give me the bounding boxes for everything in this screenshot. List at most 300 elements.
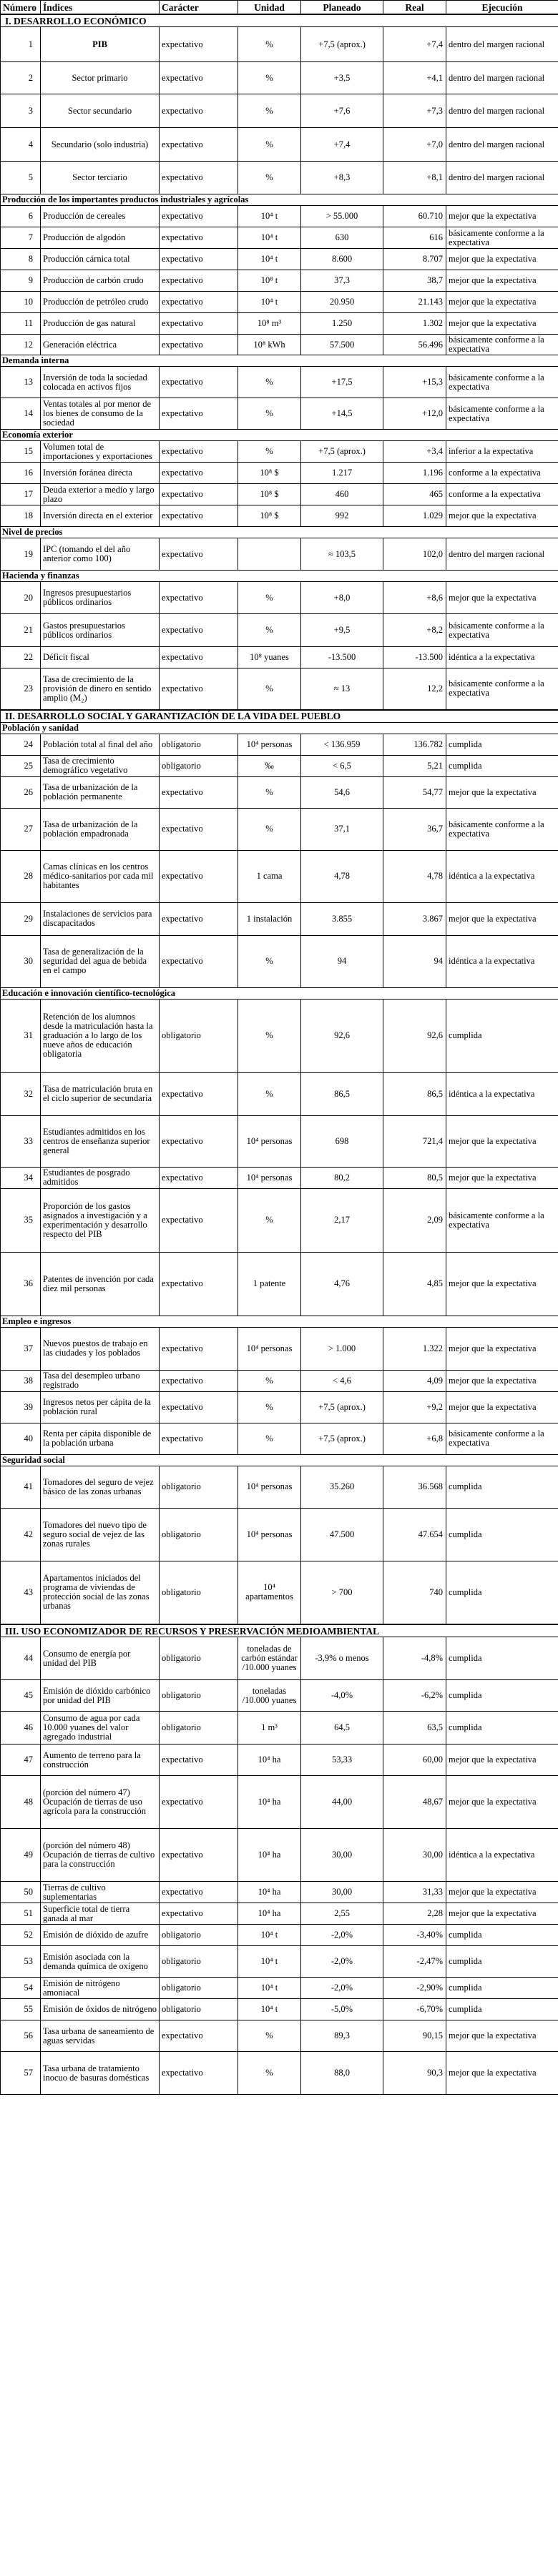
row-unidad: % bbox=[238, 62, 301, 94]
row-number: 1 bbox=[1, 27, 41, 62]
table-row bbox=[1, 1188, 558, 1252]
row-planeado: 460 bbox=[301, 484, 383, 505]
row-ejecucion: idéntica a la expectativa bbox=[446, 647, 558, 668]
section-title: III. USO ECONOMIZADOR DE RECURSOS Y PRESERVACIÓN MEDIOAMBIENTAL bbox=[1, 1624, 558, 1637]
row-planeado: -3,9% o menos bbox=[301, 1637, 383, 1680]
row-ejecucion: cumplida bbox=[446, 1466, 558, 1508]
row-ejecucion: dentro del margen racional bbox=[446, 94, 558, 128]
row-ejecucion: básicamente conforme a la expectativa bbox=[446, 227, 558, 249]
row-planeado: -2,0% bbox=[301, 1925, 383, 1946]
row-index: Población total al final del año bbox=[41, 734, 160, 755]
row-index: Proporción de los gastos asignados a investigación y a experimentación y desarrollo respecto del PIB bbox=[41, 1188, 160, 1252]
row-number: 19 bbox=[1, 538, 41, 571]
table-row bbox=[1, 1745, 558, 1776]
table-row bbox=[1, 463, 558, 484]
row-ejecucion: cumplida bbox=[446, 1712, 558, 1745]
row-index: Instalaciones de servicios para discapacitados bbox=[41, 902, 160, 935]
row-real: -6,70% bbox=[383, 1999, 446, 2020]
row-real: -4,8% bbox=[383, 1637, 446, 1680]
row-unidad: 10⁴ personas bbox=[238, 734, 301, 755]
row-number: 39 bbox=[1, 1391, 41, 1423]
row-caracter: obligatorio bbox=[160, 755, 238, 776]
row-caracter: expectativo bbox=[160, 62, 238, 94]
table-row bbox=[1, 647, 558, 668]
row-ejecucion: básicamente conforme a la expectativa bbox=[446, 398, 558, 430]
row-planeado: +7,5 (aprox.) bbox=[301, 1423, 383, 1454]
table-row bbox=[1, 1999, 558, 2020]
row-ejecucion: mejor que la expectativa bbox=[446, 2020, 558, 2052]
row-number: 21 bbox=[1, 614, 41, 647]
row-unidad: 10⁴ ha bbox=[238, 1829, 301, 1882]
row-index: Gastos presupuestarios públicos ordinarios bbox=[41, 614, 160, 647]
table-row bbox=[1, 227, 558, 249]
subsection-header-row bbox=[1, 527, 558, 538]
row-index: Volumen total de importaciones y exportaciones bbox=[41, 441, 160, 463]
row-number: 6 bbox=[1, 206, 41, 227]
header-caracter: Carácter bbox=[160, 1, 238, 15]
row-number: 15 bbox=[1, 441, 41, 463]
row-caracter: obligatorio bbox=[160, 1946, 238, 1978]
row-index: Tierras de cultivo suplementarias bbox=[41, 1882, 160, 1903]
row-index: Tomadores del nuevo tipo de seguro social de vejez de las zonas rurales bbox=[41, 1508, 160, 1561]
row-index: Emisión de nitrógeno amoniacal bbox=[41, 1978, 160, 1999]
header-indices: Índices bbox=[41, 1, 160, 15]
row-planeado: +3,5 bbox=[301, 62, 383, 94]
row-real: +6,8 bbox=[383, 1423, 446, 1454]
row-index: Ventas totales al por menor de los bienes de consumo de la sociedad bbox=[41, 398, 160, 430]
row-index: Aumento de terreno para la construcción bbox=[41, 1745, 160, 1776]
row-index: IPC (tomando el del año anterior como 100) bbox=[41, 538, 160, 571]
row-index: Producción de petróleo crudo bbox=[41, 292, 160, 313]
row-ejecucion: mejor que la expectativa bbox=[446, 292, 558, 313]
row-ejecucion: mejor que la expectativa bbox=[446, 1903, 558, 1925]
row-ejecucion: inferior a la expectativa bbox=[446, 441, 558, 463]
row-ejecucion: mejor que la expectativa bbox=[446, 1252, 558, 1316]
row-unidad: toneladas /10.000 yuanes bbox=[238, 1680, 301, 1712]
table-row bbox=[1, 1167, 558, 1188]
row-ejecucion: mejor que la expectativa bbox=[446, 1391, 558, 1423]
table-row bbox=[1, 1072, 558, 1115]
table-row bbox=[1, 162, 558, 194]
row-ejecucion: básicamente conforme a la expectativa bbox=[446, 367, 558, 398]
row-real: 63,5 bbox=[383, 1712, 446, 1745]
table-row bbox=[1, 1637, 558, 1680]
table-row bbox=[1, 62, 558, 94]
row-index: Deuda exterior a medio y largo plazo bbox=[41, 484, 160, 505]
row-ejecucion: básicamente conforme a la expectativa bbox=[446, 1188, 558, 1252]
row-index: Ingresos netos per cápita de la población rural bbox=[41, 1391, 160, 1423]
row-number: 28 bbox=[1, 850, 41, 902]
row-unidad: % bbox=[238, 2020, 301, 2052]
row-unidad: 1 instalación bbox=[238, 902, 301, 935]
row-real: +12,0 bbox=[383, 398, 446, 430]
row-caracter: expectativo bbox=[160, 1072, 238, 1115]
row-unidad: 1 patente bbox=[238, 1252, 301, 1316]
row-planeado: +14,5 bbox=[301, 398, 383, 430]
row-unidad: 10⁴ t bbox=[238, 227, 301, 249]
row-caracter: expectativo bbox=[160, 776, 238, 808]
subsection-title: Hacienda y finanzas bbox=[1, 571, 558, 582]
row-unidad: 10⁴ t bbox=[238, 1946, 301, 1978]
row-unidad: % bbox=[238, 1423, 301, 1454]
table-row bbox=[1, 335, 558, 355]
subsection-title: Empleo e ingresos bbox=[1, 1316, 558, 1327]
row-caracter: expectativo bbox=[160, 1423, 238, 1454]
row-caracter: expectativo bbox=[160, 27, 238, 62]
row-unidad: % bbox=[238, 582, 301, 614]
row-caracter: expectativo bbox=[160, 1391, 238, 1423]
subsection-title: Demanda interna bbox=[1, 355, 558, 367]
table-row bbox=[1, 538, 558, 571]
row-unidad: 10⁴ t bbox=[238, 249, 301, 270]
row-planeado: 20.950 bbox=[301, 292, 383, 313]
row-ejecucion: cumplida bbox=[446, 755, 558, 776]
subsection-title: Educación e innovación científico-tecnológica bbox=[1, 987, 558, 999]
row-caracter: expectativo bbox=[160, 292, 238, 313]
subsection-header-row bbox=[1, 430, 558, 441]
table-row bbox=[1, 505, 558, 527]
table-row bbox=[1, 850, 558, 902]
table-row bbox=[1, 292, 558, 313]
row-unidad: % bbox=[238, 668, 301, 710]
row-number: 27 bbox=[1, 808, 41, 850]
subsection-header-row bbox=[1, 987, 558, 999]
row-number: 25 bbox=[1, 755, 41, 776]
row-caracter: expectativo bbox=[160, 1882, 238, 1903]
row-caracter: expectativo bbox=[160, 249, 238, 270]
row-planeado: > 700 bbox=[301, 1561, 383, 1624]
row-caracter: expectativo bbox=[160, 484, 238, 505]
row-real: 2,28 bbox=[383, 1903, 446, 1925]
row-index: Superficie total de tierra ganada al mar bbox=[41, 1903, 160, 1925]
row-number: 31 bbox=[1, 999, 41, 1072]
row-real: 60,00 bbox=[383, 1745, 446, 1776]
row-planeado: < 4,6 bbox=[301, 1370, 383, 1391]
row-real: 2,09 bbox=[383, 1188, 446, 1252]
row-unidad: 10⁸ t bbox=[238, 270, 301, 292]
row-ejecucion: mejor que la expectativa bbox=[446, 249, 558, 270]
row-index: Tomadores del seguro de vejez básico de las zonas urbanas bbox=[41, 1466, 160, 1508]
row-caracter: obligatorio bbox=[160, 1466, 238, 1508]
row-caracter: expectativo bbox=[160, 1327, 238, 1370]
row-unidad: % bbox=[238, 94, 301, 128]
row-number: 56 bbox=[1, 2020, 41, 2052]
row-number: 20 bbox=[1, 582, 41, 614]
row-ejecucion: conforme a la expectativa bbox=[446, 484, 558, 505]
row-caracter: expectativo bbox=[160, 582, 238, 614]
row-caracter: obligatorio bbox=[160, 1999, 238, 2020]
row-ejecucion: cumplida bbox=[446, 1508, 558, 1561]
row-number: 53 bbox=[1, 1946, 41, 1978]
row-number: 23 bbox=[1, 668, 41, 710]
row-real: +3,4 bbox=[383, 441, 446, 463]
row-index: Inversión directa en el exterior bbox=[41, 505, 160, 527]
row-number: 44 bbox=[1, 1637, 41, 1680]
table-row bbox=[1, 999, 558, 1072]
table-row bbox=[1, 1391, 558, 1423]
table-row bbox=[1, 734, 558, 755]
row-real: 1.029 bbox=[383, 505, 446, 527]
row-index: Tasa de urbanización de la población permanente bbox=[41, 776, 160, 808]
row-index: Sector primario bbox=[41, 62, 160, 94]
row-index: Nuevos puestos de trabajo en las ciudades y los poblados bbox=[41, 1327, 160, 1370]
row-caracter: obligatorio bbox=[160, 999, 238, 1072]
row-number: 34 bbox=[1, 1167, 41, 1188]
row-real: -2,90% bbox=[383, 1978, 446, 1999]
row-caracter: obligatorio bbox=[160, 1712, 238, 1745]
header-unidad: Unidad bbox=[238, 1, 301, 15]
row-ejecucion: básicamente conforme a la expectativa bbox=[446, 1423, 558, 1454]
row-number: 14 bbox=[1, 398, 41, 430]
row-ejecucion: idéntica a la expectativa bbox=[446, 935, 558, 987]
row-ejecucion: básicamente conforme a la expectativa bbox=[446, 335, 558, 355]
row-caracter: expectativo bbox=[160, 1115, 238, 1167]
subsection-header-row bbox=[1, 194, 558, 206]
row-real: 1.196 bbox=[383, 463, 446, 484]
row-planeado: 4,78 bbox=[301, 850, 383, 902]
row-unidad: ‰ bbox=[238, 755, 301, 776]
row-index: Estudiantes de posgrado admitidos bbox=[41, 1167, 160, 1188]
row-planeado: -13.500 bbox=[301, 647, 383, 668]
row-caracter: expectativo bbox=[160, 162, 238, 194]
row-number: 51 bbox=[1, 1903, 41, 1925]
row-real: 54,77 bbox=[383, 776, 446, 808]
table-row bbox=[1, 206, 558, 227]
row-real: -13.500 bbox=[383, 647, 446, 668]
row-unidad: % bbox=[238, 2052, 301, 2095]
table-row bbox=[1, 270, 558, 292]
row-number: 22 bbox=[1, 647, 41, 668]
row-ejecucion: mejor que la expectativa bbox=[446, 313, 558, 335]
row-index: Emisión de dióxido de azufre bbox=[41, 1925, 160, 1946]
row-real: 721,4 bbox=[383, 1115, 446, 1167]
row-real: 1.322 bbox=[383, 1327, 446, 1370]
row-real: 36,7 bbox=[383, 808, 446, 850]
subsection-header-row bbox=[1, 355, 558, 367]
row-ejecucion: cumplida bbox=[446, 1680, 558, 1712]
table-row bbox=[1, 128, 558, 162]
row-index: Emisión asociada con la demanda química de oxígeno bbox=[41, 1946, 160, 1978]
row-ejecucion: mejor que la expectativa bbox=[446, 1370, 558, 1391]
row-real: 86,5 bbox=[383, 1072, 446, 1115]
row-index: Tasa de matriculación bruta en el ciclo superior de secundaria bbox=[41, 1072, 160, 1115]
row-caracter: expectativo bbox=[160, 398, 238, 430]
row-planeado: > 1.000 bbox=[301, 1327, 383, 1370]
row-index: Tasa de urbanización de la población empadronada bbox=[41, 808, 160, 850]
row-number: 52 bbox=[1, 1925, 41, 1946]
row-unidad: % bbox=[238, 999, 301, 1072]
row-unidad: 10⁸ yuanes bbox=[238, 647, 301, 668]
row-real: +7,4 bbox=[383, 27, 446, 62]
row-number: 42 bbox=[1, 1508, 41, 1561]
row-ejecucion: mejor que la expectativa bbox=[446, 1745, 558, 1776]
row-index: Consumo de agua por cada 10.000 yuanes del valor agregado industrial bbox=[41, 1712, 160, 1745]
row-index: Inversión foránea directa bbox=[41, 463, 160, 484]
row-planeado: +8,3 bbox=[301, 162, 383, 194]
row-unidad: 10⁴ t bbox=[238, 1978, 301, 1999]
row-ejecucion: conforme a la expectativa bbox=[446, 463, 558, 484]
row-caracter: expectativo bbox=[160, 1829, 238, 1882]
row-index: (porción del número 48) Ocupación de tierras de cultivo para la construcción bbox=[41, 1829, 160, 1882]
row-number: 33 bbox=[1, 1115, 41, 1167]
row-real: 47.654 bbox=[383, 1508, 446, 1561]
row-unidad: % bbox=[238, 1188, 301, 1252]
row-planeado: 35.260 bbox=[301, 1466, 383, 1508]
row-number: 54 bbox=[1, 1978, 41, 1999]
row-unidad: % bbox=[238, 441, 301, 463]
table-row bbox=[1, 398, 558, 430]
row-planeado: 57.500 bbox=[301, 335, 383, 355]
row-index: Sector secundario bbox=[41, 94, 160, 128]
row-number: 7 bbox=[1, 227, 41, 249]
row-ejecucion: mejor que la expectativa bbox=[446, 1327, 558, 1370]
row-caracter: expectativo bbox=[160, 614, 238, 647]
table-row bbox=[1, 2020, 558, 2052]
row-caracter: expectativo bbox=[160, 270, 238, 292]
row-index: Producción cárnica total bbox=[41, 249, 160, 270]
table-row bbox=[1, 1882, 558, 1903]
row-ejecucion: mejor que la expectativa bbox=[446, 582, 558, 614]
row-unidad: % bbox=[238, 808, 301, 850]
row-number: 41 bbox=[1, 1466, 41, 1508]
row-number: 47 bbox=[1, 1745, 41, 1776]
row-planeado: < 136.959 bbox=[301, 734, 383, 755]
row-index: Tasa urbana de saneamiento de aguas servidas bbox=[41, 2020, 160, 2052]
row-planeado: 1.217 bbox=[301, 463, 383, 484]
table-row bbox=[1, 1561, 558, 1624]
table-row bbox=[1, 1903, 558, 1925]
row-unidad: toneladas de carbón estándar /10.000 yuanes bbox=[238, 1637, 301, 1680]
row-real: 31,33 bbox=[383, 1882, 446, 1903]
subsection-header-row bbox=[1, 1454, 558, 1466]
row-planeado: 86,5 bbox=[301, 1072, 383, 1115]
row-number: 45 bbox=[1, 1680, 41, 1712]
row-index: Producción de carbón crudo bbox=[41, 270, 160, 292]
row-unidad: 10⁴ personas bbox=[238, 1327, 301, 1370]
row-ejecucion: mejor que la expectativa bbox=[446, 2052, 558, 2095]
row-unidad: 10⁴ t bbox=[238, 1925, 301, 1946]
row-unidad: 10⁴ ha bbox=[238, 1882, 301, 1903]
row-real: -6,2% bbox=[383, 1680, 446, 1712]
row-planeado: 3.855 bbox=[301, 902, 383, 935]
row-caracter: obligatorio bbox=[160, 1925, 238, 1946]
row-planeado: ≈ 13 bbox=[301, 668, 383, 710]
row-real: 136.782 bbox=[383, 734, 446, 755]
row-index: Tasa de crecimiento de la provisión de dinero en sentido amplio (M₂) bbox=[41, 668, 160, 710]
table-row bbox=[1, 755, 558, 776]
row-planeado: +7,5 (aprox.) bbox=[301, 27, 383, 62]
table-row bbox=[1, 1115, 558, 1167]
row-unidad: 10⁴ personas bbox=[238, 1466, 301, 1508]
row-number: 50 bbox=[1, 1882, 41, 1903]
row-number: 12 bbox=[1, 335, 41, 355]
row-caracter: obligatorio bbox=[160, 1680, 238, 1712]
row-number: 4 bbox=[1, 128, 41, 162]
table-row bbox=[1, 313, 558, 335]
row-unidad: % bbox=[238, 1391, 301, 1423]
row-planeado: +8,0 bbox=[301, 582, 383, 614]
row-real: 1.302 bbox=[383, 313, 446, 335]
row-planeado: 698 bbox=[301, 1115, 383, 1167]
row-caracter: expectativo bbox=[160, 647, 238, 668]
row-real: 38,7 bbox=[383, 270, 446, 292]
row-real: 94 bbox=[383, 935, 446, 987]
table-row bbox=[1, 1252, 558, 1316]
row-unidad: % bbox=[238, 614, 301, 647]
section-title: II. DESARROLLO SOCIAL Y GARANTIZACIÓN DE LA VIDA DEL PUEBLO bbox=[1, 710, 558, 723]
row-number: 55 bbox=[1, 1999, 41, 2020]
row-caracter: expectativo bbox=[160, 850, 238, 902]
row-caracter: obligatorio bbox=[160, 1637, 238, 1680]
table-header-row bbox=[1, 1, 558, 15]
row-ejecucion: básicamente conforme a la expectativa bbox=[446, 668, 558, 710]
row-number: 16 bbox=[1, 463, 41, 484]
row-planeado: 89,3 bbox=[301, 2020, 383, 2052]
row-index: Emisión de óxidos de nitrógeno bbox=[41, 1999, 160, 2020]
row-caracter: expectativo bbox=[160, 441, 238, 463]
row-planeado: -2,0% bbox=[301, 1946, 383, 1978]
row-ejecucion: idéntica a la expectativa bbox=[446, 1829, 558, 1882]
row-real: 80,5 bbox=[383, 1167, 446, 1188]
subsection-title: Producción de los importantes productos industriales y agrícolas bbox=[1, 194, 558, 206]
row-planeado: 44,00 bbox=[301, 1776, 383, 1829]
row-caracter: obligatorio bbox=[160, 1561, 238, 1624]
row-unidad: 10⁴ ha bbox=[238, 1745, 301, 1776]
row-caracter: expectativo bbox=[160, 227, 238, 249]
row-real: -2,47% bbox=[383, 1946, 446, 1978]
row-ejecucion: mejor que la expectativa bbox=[446, 270, 558, 292]
row-caracter: expectativo bbox=[160, 1745, 238, 1776]
row-planeado: 4,76 bbox=[301, 1252, 383, 1316]
row-caracter: expectativo bbox=[160, 668, 238, 710]
table-row bbox=[1, 808, 558, 850]
table-row bbox=[1, 94, 558, 128]
row-ejecucion: cumplida bbox=[446, 734, 558, 755]
row-caracter: obligatorio bbox=[160, 1978, 238, 1999]
row-number: 10 bbox=[1, 292, 41, 313]
row-real: +7,3 bbox=[383, 94, 446, 128]
row-planeado: +9,5 bbox=[301, 614, 383, 647]
row-planeado: 88,0 bbox=[301, 2052, 383, 2095]
row-real: 60.710 bbox=[383, 206, 446, 227]
row-ejecucion: cumplida bbox=[446, 1561, 558, 1624]
row-index: Producción de gas natural bbox=[41, 313, 160, 335]
row-caracter: expectativo bbox=[160, 94, 238, 128]
row-planeado: 47.500 bbox=[301, 1508, 383, 1561]
row-number: 29 bbox=[1, 902, 41, 935]
row-planeado: > 55.000 bbox=[301, 206, 383, 227]
row-index: Sector terciario bbox=[41, 162, 160, 194]
row-number: 18 bbox=[1, 505, 41, 527]
row-planeado: 2,55 bbox=[301, 1903, 383, 1925]
subsection-title: Nivel de precios bbox=[1, 527, 558, 538]
row-ejecucion: cumplida bbox=[446, 1999, 558, 2020]
row-unidad: % bbox=[238, 1370, 301, 1391]
row-planeado: +7,5 (aprox.) bbox=[301, 1391, 383, 1423]
row-ejecucion: dentro del margen racional bbox=[446, 538, 558, 571]
row-real: 465 bbox=[383, 484, 446, 505]
row-number: 46 bbox=[1, 1712, 41, 1745]
table-row bbox=[1, 484, 558, 505]
row-caracter: expectativo bbox=[160, 463, 238, 484]
row-ejecucion: dentro del margen racional bbox=[446, 128, 558, 162]
table-row bbox=[1, 1946, 558, 1978]
row-number: 13 bbox=[1, 367, 41, 398]
row-index: Tasa de generalización de la seguridad del agua de bebida en el campo bbox=[41, 935, 160, 987]
row-number: 37 bbox=[1, 1327, 41, 1370]
subsection-title: Seguridad social bbox=[1, 1454, 558, 1466]
row-real: 5,21 bbox=[383, 755, 446, 776]
